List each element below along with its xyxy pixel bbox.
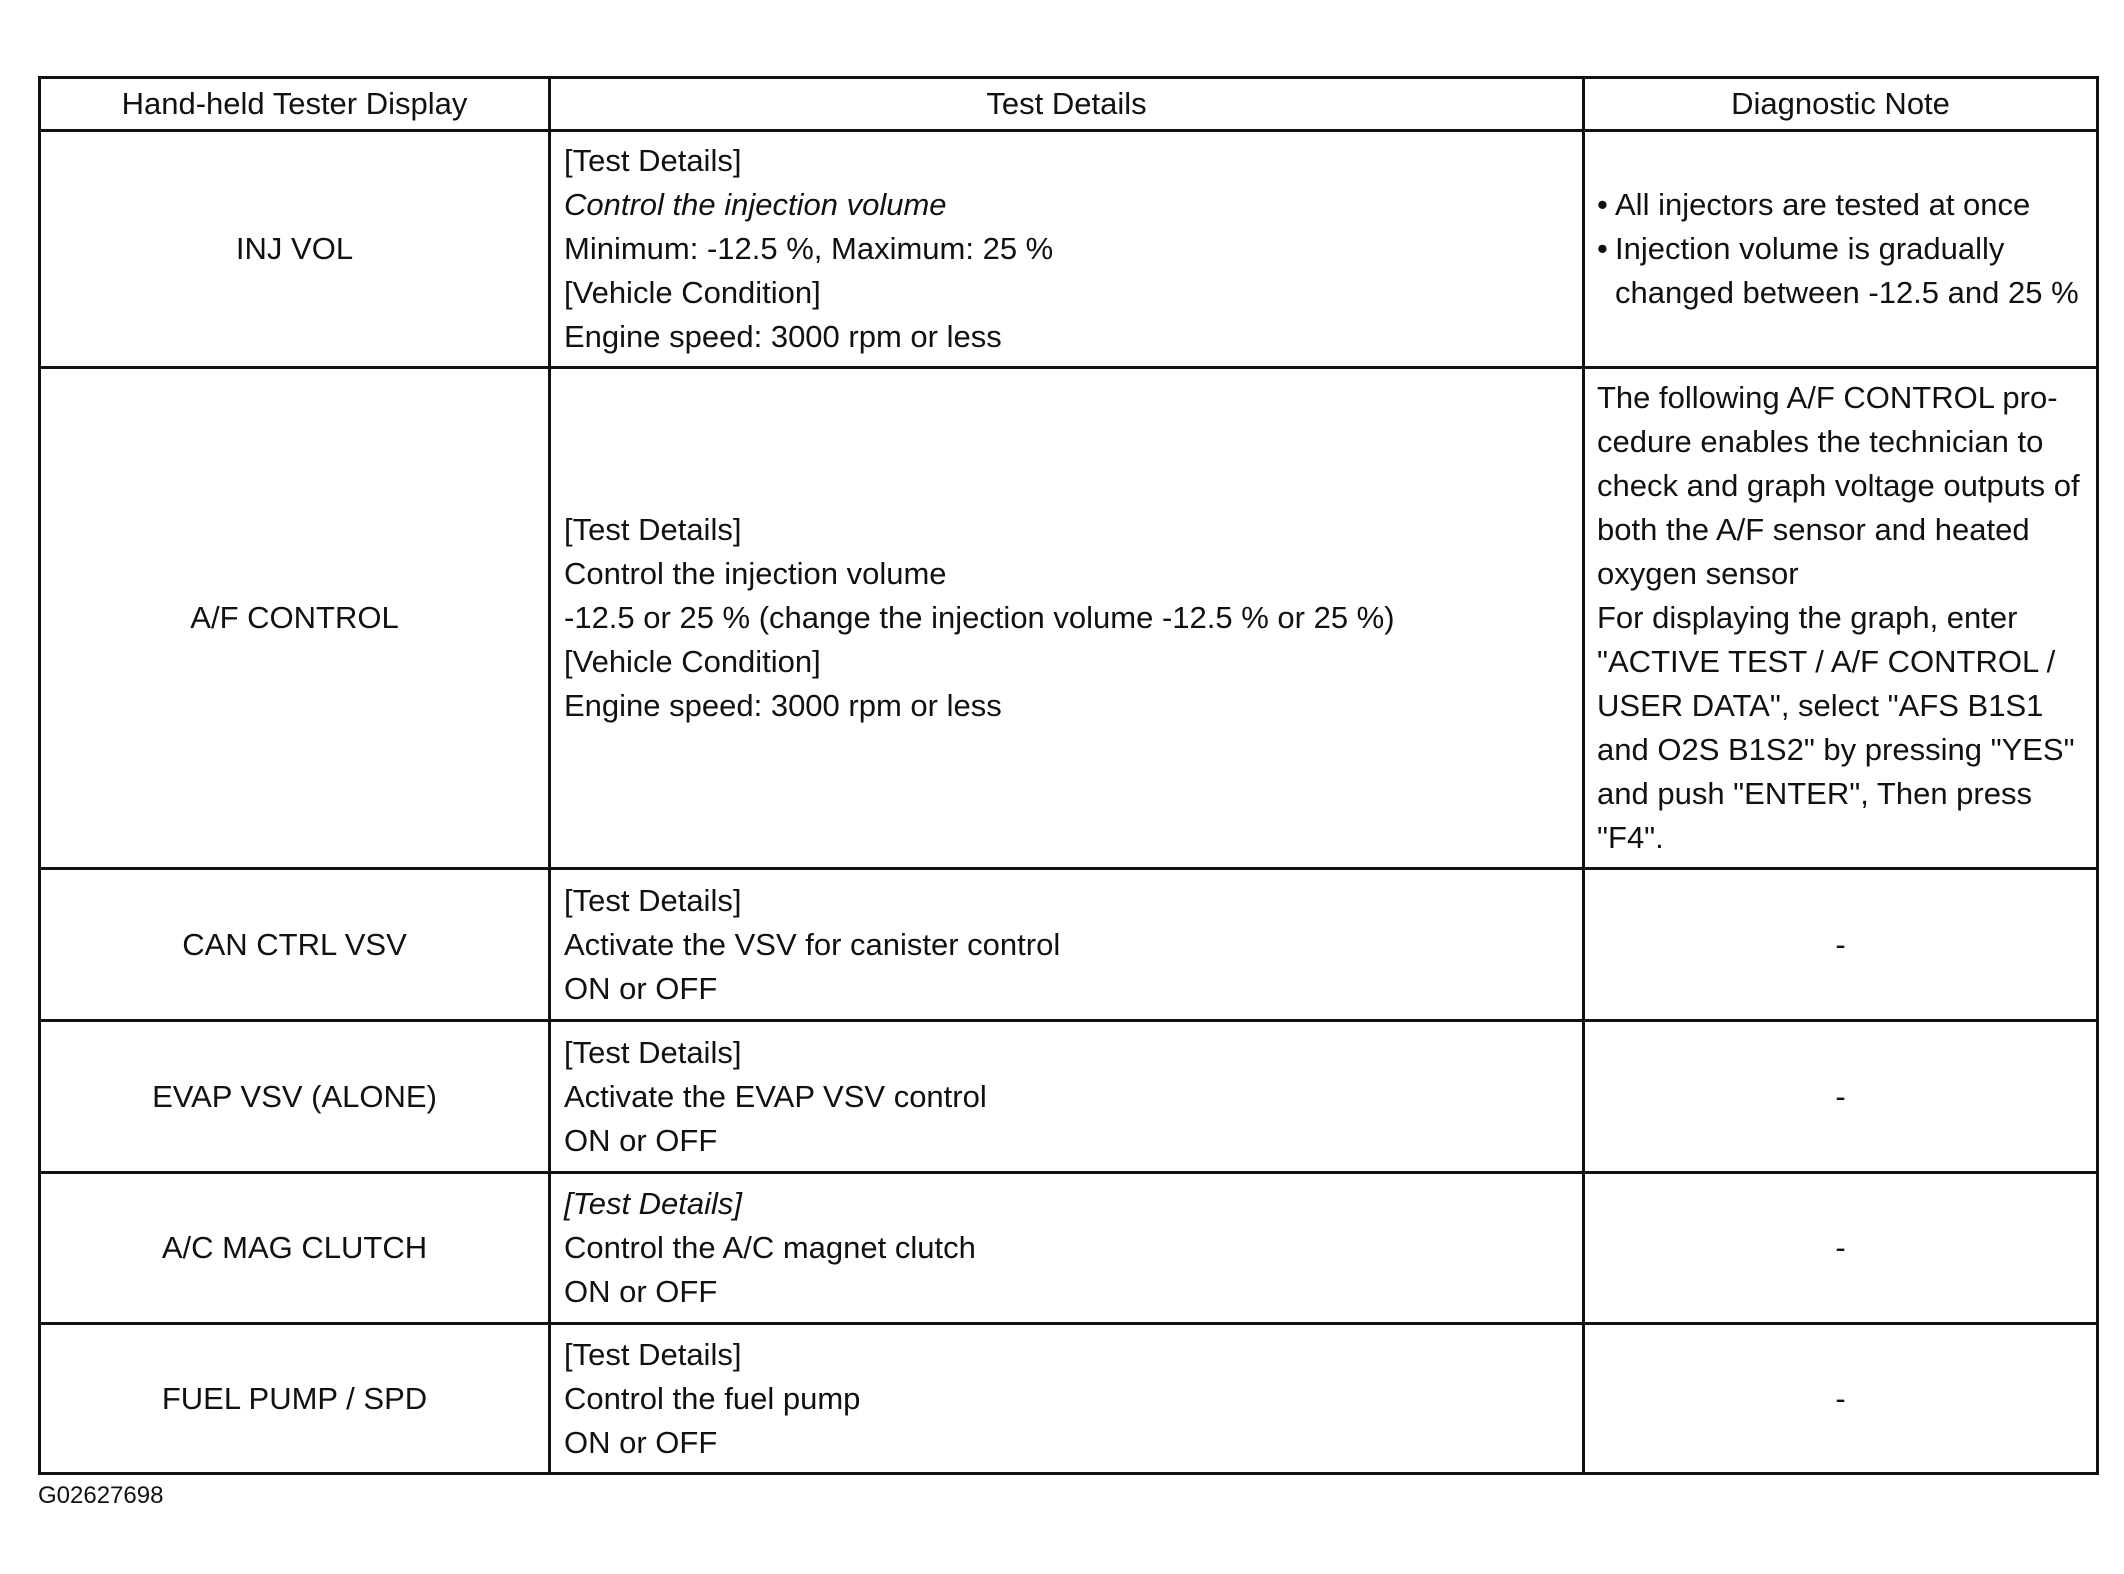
- display-cell: A/C MAG CLUTCH: [40, 1173, 550, 1324]
- note-cell: -: [1584, 1021, 2098, 1173]
- note-paragraph: The following A/F CONTROL pro-cedure enables the technician to check and graph voltage outputs of both the A/F sensor and heated oxygen sensor: [1597, 380, 2080, 591]
- details-line: [Vehicle Condition]: [564, 275, 821, 310]
- details-line: Activate the EVAP VSV control: [564, 1078, 987, 1114]
- details-line: [Test Details]: [564, 143, 742, 178]
- details-line: ON or OFF: [564, 1122, 718, 1158]
- table-row: [40, 869, 2098, 1021]
- details-line: -12.5 or 25 % (change the injection volume -12.5 % or 25 %): [564, 600, 1395, 635]
- note-cell: -: [1584, 1173, 2098, 1324]
- details-line: Engine speed: 3000 rpm or less: [564, 688, 1002, 723]
- note-paragraph: For displaying the graph, enter "ACTIVE TEST / A/F CONTROL / USER DATA", select "AFS B1S1 and O2S B1S2" by pressing "YES" and push "ENTER", Then press "F4".: [1597, 600, 2075, 855]
- figure-id-label: G02627698: [38, 1482, 164, 1509]
- details-cell: [550, 1324, 1584, 1474]
- details-line: Control the injection volume: [564, 556, 947, 591]
- note-bullet: • Injection volume is gradually changed between -12.5 and 25 %: [1597, 227, 2084, 315]
- details-line: Activate the VSV for canister control: [564, 926, 1061, 962]
- header-row: [40, 78, 2098, 131]
- note-cell: -: [1584, 1324, 2098, 1474]
- details-line: ON or OFF: [564, 1274, 718, 1309]
- display-cell: INJ VOL: [40, 131, 550, 368]
- details-line: [Test Details]: [564, 1034, 742, 1070]
- header-display: Hand-held Tester Display: [40, 78, 550, 131]
- table-row: [40, 131, 2098, 368]
- details-cell: [550, 1173, 1584, 1324]
- details-line: [Test Details]: [564, 512, 742, 547]
- table-row: [40, 1021, 2098, 1173]
- details-line: Control the fuel pump: [564, 1380, 861, 1416]
- details-line: ON or OFF: [564, 970, 718, 1006]
- note-cell: -: [1584, 869, 2098, 1021]
- header-diagnostic-note: Diagnostic Note: [1584, 78, 2098, 131]
- table-row: [40, 368, 2098, 869]
- note-cell: [1584, 368, 2098, 869]
- note-bullet-list: [1597, 183, 2084, 315]
- details-line: [Vehicle Condition]: [564, 644, 821, 679]
- details-line: [Test Details]: [564, 1186, 743, 1221]
- details-line: [Test Details]: [564, 1336, 742, 1372]
- active-test-table: [38, 76, 2099, 1475]
- display-cell: CAN CTRL VSV: [40, 869, 550, 1021]
- table-row: [40, 1324, 2098, 1474]
- header-test-details: Test Details: [550, 78, 1584, 131]
- details-cell: [550, 1021, 1584, 1173]
- details-line: Minimum: -12.5 %, Maximum: 25 %: [564, 231, 1054, 266]
- details-line: ON or OFF: [564, 1424, 718, 1460]
- display-cell: EVAP VSV (ALONE): [40, 1021, 550, 1173]
- note-bullet: • All injectors are tested at once: [1597, 183, 2084, 227]
- details-line: Control the A/C magnet clutch: [564, 1230, 976, 1265]
- details-line: Control the injection volume: [564, 187, 947, 222]
- display-cell: FUEL PUMP / SPD: [40, 1324, 550, 1474]
- details-line: [Test Details]: [564, 882, 742, 918]
- details-line: Engine speed: 3000 rpm or less: [564, 319, 1002, 354]
- display-cell: A/F CONTROL: [40, 368, 550, 869]
- details-cell: [550, 368, 1584, 869]
- details-cell: [550, 869, 1584, 1021]
- note-cell: [1584, 131, 2098, 368]
- details-cell: [550, 131, 1584, 368]
- table-row: [40, 1173, 2098, 1324]
